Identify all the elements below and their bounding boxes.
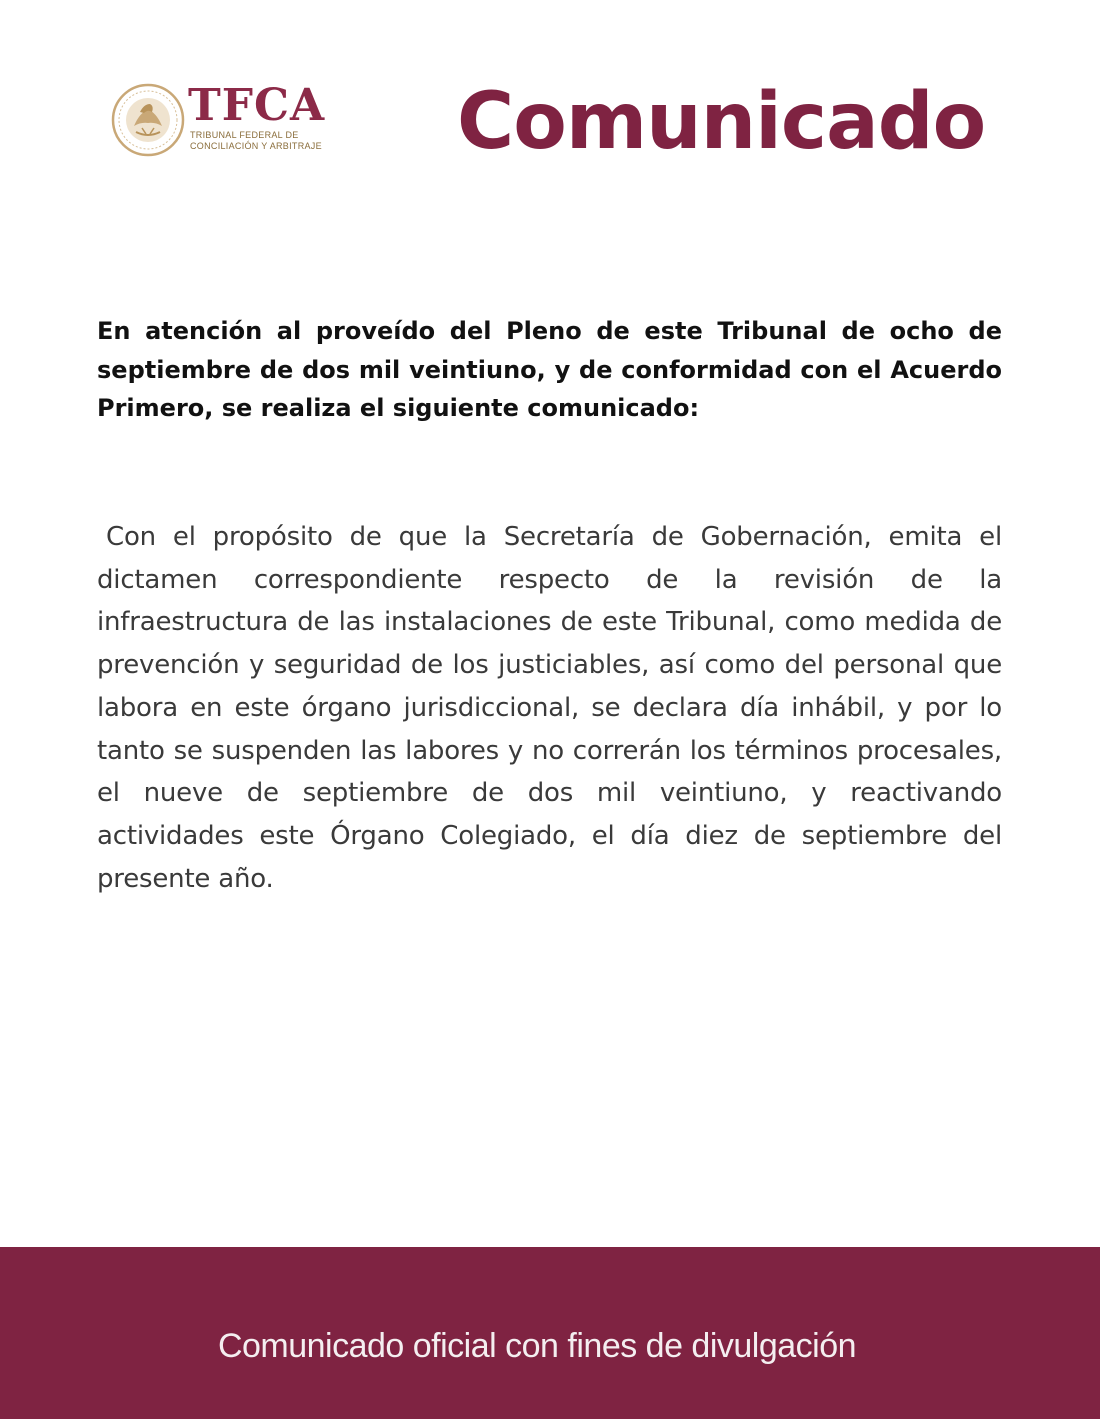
footer-banner xyxy=(0,1247,1100,1419)
logo-subtitle-line-2: CONCILIACIÓN Y ARBITRAJE xyxy=(190,141,322,151)
body-paragraph: Con el propósito de que la Secretaría de Gobernación, emita el dictamen correspondiente respecto de la revisión de la infraestructura de las instalaciones de este Tribunal, como medida de prevención y seguridad de los justiciables, así como del personal que labora en este órgano jurisdiccional, se declara día inhábil, y por lo tanto se suspenden las labores y no correrán los términos procesales, el nueve de septiembre de dos mil veintiuno, y reactivando actividades este Órgano Colegiado, el día diez de septiembre del presente año. xyxy=(97,522,1002,894)
page-title: Comunicado xyxy=(457,77,986,167)
header xyxy=(0,0,1100,230)
logo-acronym: TFCA xyxy=(188,80,326,131)
logo-subtitle-line-1: TRIBUNAL FEDERAL DE xyxy=(190,130,299,140)
national-seal-icon xyxy=(110,82,186,158)
footer-text: Comunicado oficial con fines de divulgación xyxy=(217,1327,857,1365)
logo-subtitle xyxy=(190,130,322,152)
tfca-logo xyxy=(110,80,350,160)
intro-paragraph: En atención al proveído del Pleno de este Tribunal de ocho de septiembre de dos mil veintiuno, y de conformidad con el Acuerdo Primero, se realiza el siguiente comunicado: xyxy=(97,317,1002,422)
